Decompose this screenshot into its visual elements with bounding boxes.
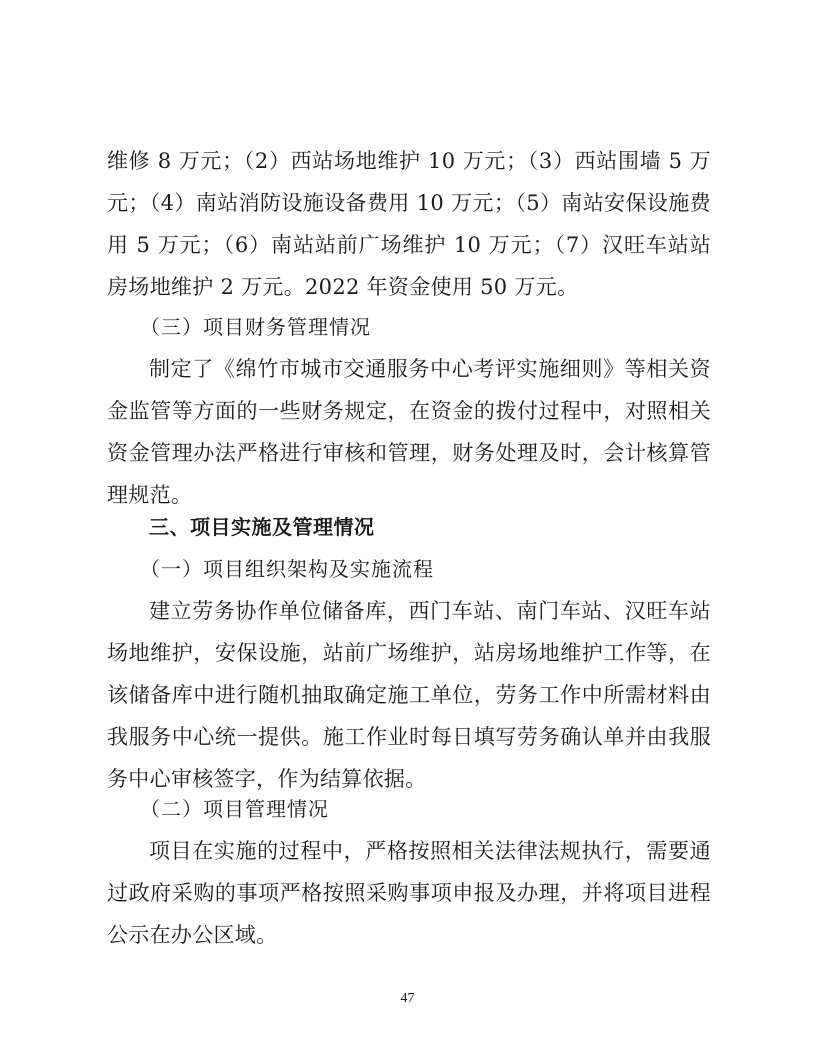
heading-project-management: （二）项目管理情况 bbox=[140, 797, 329, 821]
paragraph-funding-continuation: 维修 8 万元；（2）西站场地维护 10 万元；（3）西站围墙 5 万元；（4）南站消防设施设备费用 10 万元；（5）南站安保设施费用 5 万元；（6）南站站前广场维护 10 万元；（7）汉旺车站站房场地维护 2 万元。2022 年资金使用 50 万元。 bbox=[107, 149, 711, 299]
paragraph-project-management: 项目在实施的过程中，严格按照相关法律法规执行，需要通过政府采购的事项严格按照采购事项申报及办理，并将项目进程公示在办公区域。 bbox=[107, 839, 711, 947]
heading-finance-management: （三）项目财务管理情况 bbox=[140, 315, 371, 339]
heading-organization-process: （一）项目组织架构及实施流程 bbox=[140, 557, 434, 581]
paragraph-organization-process: 建立劳务协作单位储备库，西门车站、南门车站、汉旺车站场地维护，安保设施，站前广场维护，站房场地维护工作等，在该储备库中进行随机抽取确定施工单位，劳务工作中所需材料由我服务中心统一提供。施工作业时每日填写劳务确认单并由我服务中心审核签字，作为结算依据。 bbox=[107, 599, 711, 791]
paragraph-finance-management: 制定了《绵竹市城市交通服务中心考评实施细则》等相关资金监管等方面的一些财务规定，在资金的拨付过程中，对照相关资金管理办法严格进行审核和管理，财务处理及时，会计核算管理规范。 bbox=[107, 357, 711, 507]
heading-section-three: 三、项目实施及管理情况 bbox=[149, 515, 375, 539]
page-number: 47 bbox=[400, 991, 415, 1006]
